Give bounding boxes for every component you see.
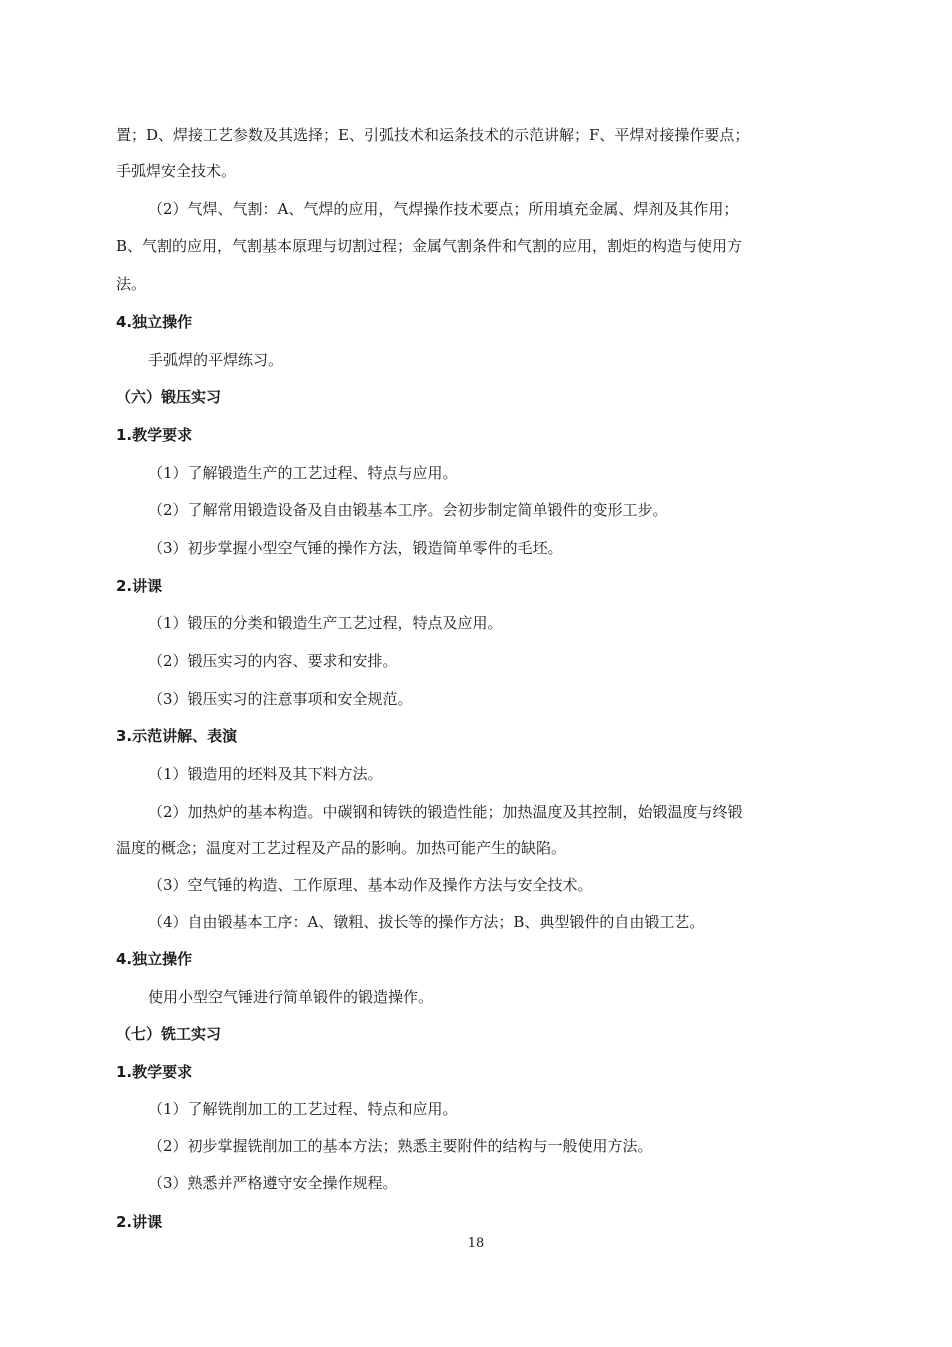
body-line: 法。	[116, 275, 147, 293]
section-heading: 1.教学要求	[116, 1063, 193, 1081]
body-line: （2）了解常用锻造设备及自由锻基本工序。会初步制定简单锻件的变形工步。	[148, 501, 668, 519]
body-line: （1）锻压的分类和锻造生产工艺过程，特点及应用。	[148, 614, 503, 632]
section-heading: 2.讲课	[116, 1213, 163, 1231]
section-heading: （七）铣工实习	[116, 1025, 222, 1043]
body-line: 置；D、焊接工艺参数及其选择；E、引弧技术和运条技术的示范讲解；F、平焊对接操作要点；	[116, 126, 750, 144]
body-line: （2）气焊、气割：A、气焊的应用，气焊操作技术要点；所用填充金属、焊剂及其作用；	[148, 200, 739, 218]
body-line: （2）加热炉的基本构造。中碳钢和铸铁的锻造性能；加热温度及其控制，始锻温度与终锻	[148, 803, 743, 821]
section-heading: 4.独立操作	[116, 313, 193, 331]
body-line: 温度的概念；温度对工艺过程及产品的影响。加热可能产生的缺陷。	[116, 839, 567, 857]
body-line: （1）了解锻造生产的工艺过程、特点与应用。	[148, 464, 458, 482]
body-line: （3）熟悉并严格遵守安全操作规程。	[148, 1174, 398, 1192]
body-line: （3）初步掌握小型空气锤的操作方法，锻造简单零件的毛坯。	[148, 539, 563, 557]
body-line: （2）锻压实习的内容、要求和安排。	[148, 652, 398, 670]
section-heading: 2.讲课	[116, 577, 163, 595]
body-line: （3）锻压实习的注意事项和安全规范。	[148, 690, 413, 708]
body-line: 使用小型空气锤进行简单锻件的锻造操作。	[148, 988, 434, 1006]
body-line: （2）初步掌握铣削加工的基本方法；熟悉主要附件的结构与一般使用方法。	[148, 1137, 653, 1155]
section-heading: 4.独立操作	[116, 950, 193, 968]
body-line: （1）锻造用的坯料及其下料方法。	[148, 765, 383, 783]
section-heading: （六）锻压实习	[116, 388, 222, 406]
body-line: 手弧焊的平焊练习。	[148, 351, 284, 369]
body-line: 手弧焊安全技术。	[116, 162, 237, 180]
section-heading: 3.示范讲解、表演	[116, 727, 238, 745]
section-heading: 1.教学要求	[116, 426, 193, 444]
page-number: 18	[467, 1236, 485, 1251]
body-line: （3）空气锤的构造、工作原理、基本动作及操作方法与安全技术。	[148, 876, 593, 894]
body-line: （1）了解铣削加工的工艺过程、特点和应用。	[148, 1100, 458, 1118]
body-line: （4）自由锻基本工序：A、镦粗、拔长等的操作方法；B、典型锻件的自由锻工艺。	[148, 913, 705, 931]
body-line: B、气割的应用，气割基本原理与切割过程；金属气割条件和气割的应用，割炬的构造与使用方	[116, 237, 743, 255]
